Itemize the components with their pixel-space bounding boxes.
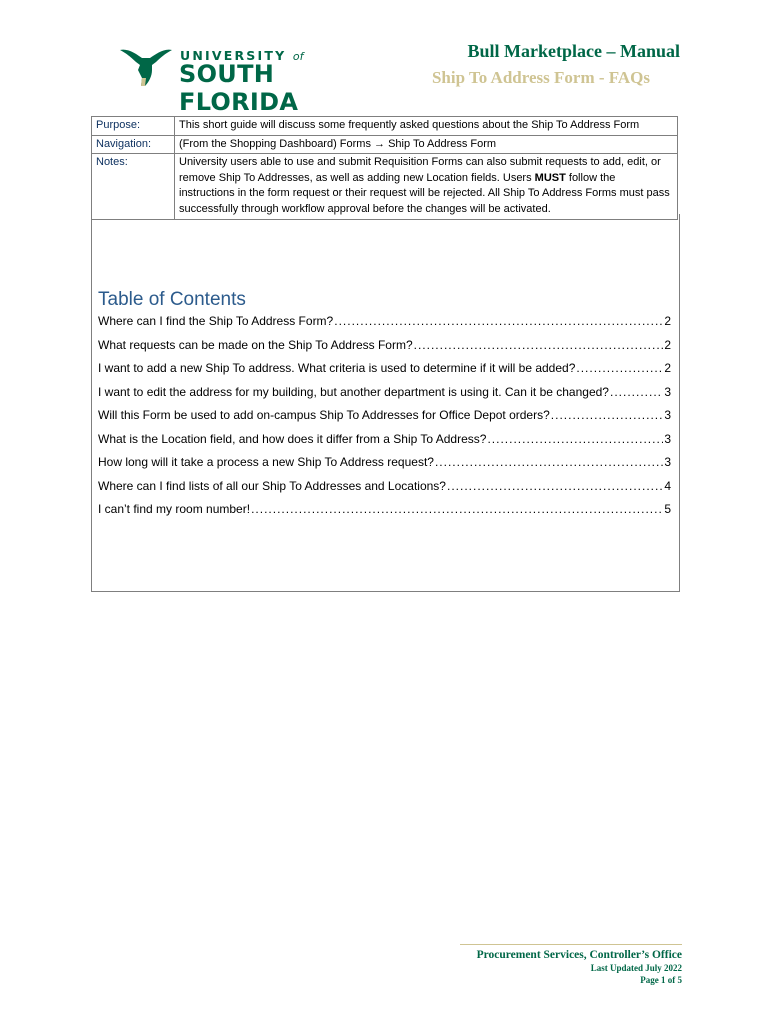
document-title: Bull Marketplace – Manual xyxy=(467,41,680,61)
toc-entry[interactable]: Where can I find the Ship To Address Form? ..... 2 xyxy=(98,314,671,338)
toc-entry[interactable]: How long will it take a process a new Ship To Address request? ..... 3 xyxy=(98,455,671,479)
bull-horns-icon xyxy=(118,44,174,90)
toc-entry[interactable]: What is the Location field, and how does it differ from a Ship To Address? ..... 3 xyxy=(98,432,671,456)
toc-entry[interactable]: Where can I find lists of all our Ship To Addresses and Locations? ..... 4 xyxy=(98,479,671,503)
navigation-label: Navigation: xyxy=(92,135,175,154)
toc-heading: Table of Contents xyxy=(98,289,246,310)
toc-entry[interactable]: Will this Form be used to add on-campus Ship To Addresses for Office Depot orders? ..... 3 xyxy=(98,408,671,432)
toc-entry[interactable]: I want to edit the address for my building, but another department is using it. Can it be changed? ..... 3 xyxy=(98,385,671,409)
toc-entry[interactable]: What requests can be made on the Ship To Address Form? ..... 2 xyxy=(98,338,671,362)
footer-office: Procurement Services, Controller’s Office xyxy=(476,949,682,961)
purpose-row xyxy=(92,117,678,136)
notes-text: University users able to use and submit Requisition Forms can also submit requests to add, edit, or remove Ship To Addresses, as well as adding new Location fields. Users MUST follow the instructions in the form request or their request will be rejected. All Ship To Address Forms must pass successfully through workflow approval before the changes will be activated. xyxy=(179,156,670,215)
logo-university-text: UNIVERSITY of xyxy=(180,48,304,63)
notes-emphasis: MUST xyxy=(534,171,566,184)
footer-page-number: Page 1 of 5 xyxy=(640,975,682,985)
purpose-text: This short guide will discuss some frequently asked questions about the Ship To Address Form xyxy=(175,117,678,136)
info-table xyxy=(91,116,678,220)
toc-entry[interactable]: I can’t find my room number! ..... 5 xyxy=(98,502,671,526)
toc-list xyxy=(98,314,671,526)
navigation-text: (From the Shopping Dashboard) Forms → Ship To Address Form xyxy=(175,135,678,154)
footer-updated: Last Updated July 2022 xyxy=(590,963,682,973)
purpose-label: Purpose: xyxy=(92,117,175,136)
document-subtitle: Ship To Address Form - FAQs xyxy=(431,68,650,87)
navigation-row xyxy=(92,135,678,154)
usf-logo xyxy=(118,44,368,116)
notes-row xyxy=(92,154,678,219)
footer-divider xyxy=(460,944,682,945)
toc-entry[interactable]: I want to add a new Ship To address. What criteria is used to determine if it will be added? ..... 2 xyxy=(98,361,671,385)
logo-south-florida-text: SOUTH FLORIDA xyxy=(179,60,299,116)
notes-label: Notes: xyxy=(92,154,175,219)
